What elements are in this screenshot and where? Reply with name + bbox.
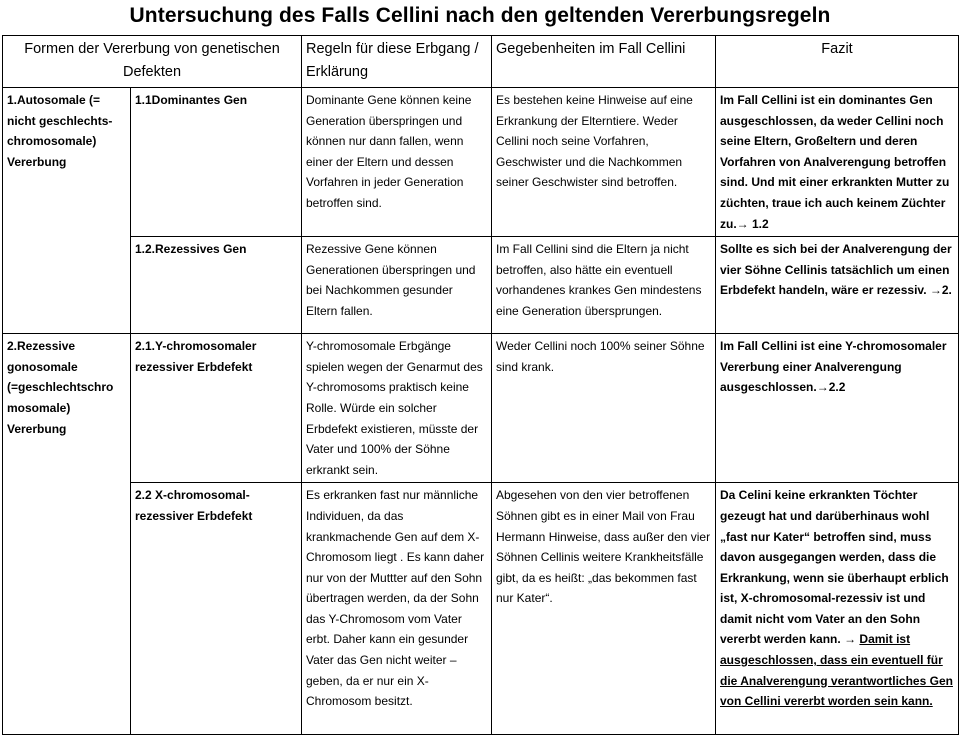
fazit-cell: [716, 237, 959, 334]
rule-cell: Dominante Gene können keine Generation überspringen und können nur dann fallen, wenn einer der Eltern und dessen Vorfahren in jeder Generation betroffen sind.: [302, 88, 492, 237]
fazit-conclusion: Damit ist ausgeschlossen, dass ein eventuell für die Analverengung verantwortliches Gen von Cellini vererbt worden sein kann.: [720, 632, 953, 709]
table-row: [3, 237, 959, 334]
fazit-text: Im Fall Cellini ist eine Y-chromosomaler Vererbung einer Analverengung ausgeschlossen.: [720, 339, 947, 395]
sub-x-chromosomal: 2.2 X-chromosomal-rezessiver Erbdefekt: [131, 483, 302, 735]
facts-cell: Es bestehen keine Hinweise auf eine Erkrankung der Elterntiere. Weder Cellini noch seine Vorfahren, Geschwister und die Nachkommen seiner Geschwister sind betroffen.: [492, 88, 716, 237]
arrow-icon: →: [844, 632, 857, 647]
header-facts: Gegebenheiten im Fall Cellini: [492, 36, 716, 88]
table-row: [3, 334, 959, 483]
fazit-text: Im Fall Cellini ist ein dominantes Gen ausgeschlossen, da weder Cellini noch seine Eltern, Großeltern und deren Vorfahren von Analverengung betroffen sind. Und mit einer erkrankten Mutter zu züchten, traue ich auch keinem Züchter zu.: [720, 93, 950, 231]
arrow-icon: →: [929, 283, 942, 298]
facts-cell: Im Fall Cellini sind die Eltern ja nicht betroffen, also hätte ein eventuell vorhandenes krankes Gen mindestens eine Generation übersprungen.: [492, 237, 716, 334]
arrow-icon: →: [736, 216, 749, 231]
inheritance-table: [2, 35, 959, 735]
fazit-ref: 2.2: [828, 380, 846, 395]
form-gonosomal: 2.Rezessive gonosomale (=geschlechtschro mosomale) Vererbung: [3, 334, 131, 735]
fazit-text: Sollte es sich bei der Analverengung der vier Söhne Cellinis tatsächlich um einen Erbdefekt handeln, wäre er rezessiv.: [720, 242, 952, 298]
fazit-text: Da Celini keine erkrankten Töchter gezeugt hat und darüberhinaus wohl „fast nur Kater“ betroffen sind, muss davon ausgegangen werden, dass die Erkrankung, wenn sie überhaupt erblich ist, X-chromosomal-rezessiv ist und damit nicht vom Vater an den Sohn vererbt werden kann.: [720, 488, 949, 647]
sub-y-chromosomal: 2.1.Y-chromosomaler rezessiver Erbdefekt: [131, 334, 302, 483]
rule-cell: Rezessive Gene können Generationen überspringen und bei Nachkommen gesunder Eltern fallen.: [302, 237, 492, 334]
header-forms: Formen der Vererbung von genetischen Defekten: [3, 36, 302, 88]
fazit-ref: 1.2: [748, 216, 769, 231]
fazit-cell: [716, 483, 959, 735]
arrow-icon: →: [816, 380, 829, 395]
page-title: Untersuchung des Falls Cellini nach den geltenden Vererbungsregeln: [129, 4, 831, 27]
rule-cell: Es erkranken fast nur männliche Individuen, da das krankmachende Gen auf dem X-Chromosom liegt . Es kann daher nur von der Muttter auf den Sohn übertragen werden, da der Sohn das Y-Chromosom vom Vater erbt. Daher kann ein gesunder Vater das Gen nicht weiter –geben, da er nur ein X-Chromosom besitzt.: [302, 483, 492, 735]
facts-cell: Weder Cellini noch 100% seiner Söhne sind krank.: [492, 334, 716, 483]
fazit-ref: 2.: [941, 283, 952, 298]
table-row: [3, 483, 959, 735]
form-autosomal: 1.Autosomale (= nicht geschlechts-chromosomale) Vererbung: [3, 88, 131, 334]
sub-recessive: 1.2.Rezessives Gen: [131, 237, 302, 334]
fazit-cell: [716, 334, 959, 483]
rule-cell: Y-chromosomale Erbgänge spielen wegen der Genarmut des Y-chromosoms praktisch keine Rolle. Würde ein solcher Erbdefekt existieren, müsste der Vater und 100% der Söhne erkrankt sein.: [302, 334, 492, 483]
table-header-row: [3, 36, 959, 88]
header-rules: Regeln für diese Erbgang / Erklärung: [302, 36, 492, 88]
header-fazit: Fazit: [716, 36, 959, 88]
facts-cell: Abgesehen von den vier betroffenen Söhnen gibt es in einer Mail von Frau Hermann Hinweise, dass außer den vier Söhnen Cellinis weitere Krankheitsfälle gibt, da es heißt: „das bekommen fast nur Kater“.: [492, 483, 716, 735]
fazit-cell: [716, 88, 959, 237]
sub-dominant: 1.1Dominantes Gen: [131, 88, 302, 237]
table-row: [3, 88, 959, 237]
